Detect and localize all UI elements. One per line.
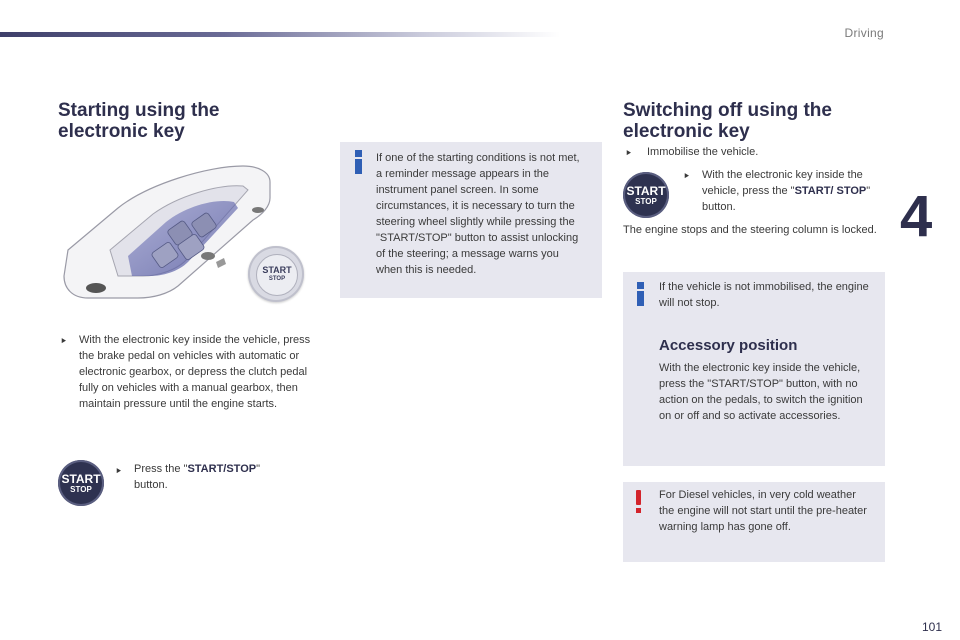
right-bullet-2-bold: START/ STOP <box>794 185 867 197</box>
info-icon <box>637 282 645 304</box>
stop-label: STOP <box>70 485 92 494</box>
engine-stop-text: The engine stops and the steering column is locked. <box>623 224 877 236</box>
illustration-start-stop-button <box>248 246 304 302</box>
bullet-arrow-icon: ⯈ <box>60 336 68 346</box>
section-label: Driving <box>844 26 884 40</box>
left-title-line2: electronic key <box>58 121 185 142</box>
accessory-title: Accessory position <box>659 337 798 354</box>
immobilise-info-text: If the vehicle is not immobilised, the engine will not stop. <box>659 281 869 309</box>
chapter-number: 4 <box>900 184 933 249</box>
right-bullet-1: Immobilise the vehicle. <box>647 146 759 158</box>
start-stop-button-icon <box>58 460 104 506</box>
diesel-warning-box <box>623 482 885 562</box>
diesel-warning-text: For Diesel vehicles, in very cold weather the engine will not start until the pre-heater warning lamp has gone off. <box>659 489 867 533</box>
bullet-arrow-icon: ⯈ <box>115 466 123 476</box>
header-gradient-bar <box>0 32 560 37</box>
right-title <box>623 100 832 142</box>
start-label: START <box>61 472 101 486</box>
bullet-arrow-icon: ⯈ <box>625 148 633 158</box>
left-title-line1: Starting using the <box>58 100 220 121</box>
left-bullet-2: Press the "START/STOP" button. <box>134 463 260 491</box>
illustration-start-label: START <box>262 265 292 275</box>
page-number: 101 <box>921 620 942 634</box>
start-label: START <box>626 184 666 198</box>
left-bullet-1: With the electronic key inside the vehicle, press the brake pedal on vehicles with automatic or electronic gearbox, or depress the clutch pedal fully on vehicles with a manual gearbox, then maintain pressure until the engine starts. <box>79 334 311 410</box>
right-bullet-2: With the electronic key inside the vehicle, press the "START/ STOP" button. <box>702 169 871 213</box>
bullet-arrow-icon: ⯈ <box>683 171 691 181</box>
accessory-text: With the electronic key inside the vehicle, press the "START/STOP" button, with no action on the pedals, to switch the ignition on or off and so activate accessories. <box>659 362 863 422</box>
starting-info-box <box>340 142 602 298</box>
car-illustration <box>58 158 320 306</box>
warning-exclamation-icon <box>635 490 643 514</box>
illustration-stop-label: STOP <box>268 276 286 282</box>
accessory-info-box <box>623 272 885 466</box>
left-bullet-2-bold: START/STOP <box>187 463 257 475</box>
right-title-line2: electronic key <box>623 121 750 142</box>
left-title <box>58 100 220 142</box>
right-title-line1: Switching off using the <box>623 100 832 121</box>
start-stop-button-icon <box>623 172 669 218</box>
starting-info-text: If one of the starting conditions is not met, a reminder message appears in the instrument panel screen. In some circumstances, it is necessary to turn the steering wheel slightly while pressing the "START/STOP" button to assist unlocking of the steering; a message warns you when this is needed. <box>376 152 580 276</box>
info-icon <box>355 150 363 172</box>
stop-label: STOP <box>635 197 657 206</box>
